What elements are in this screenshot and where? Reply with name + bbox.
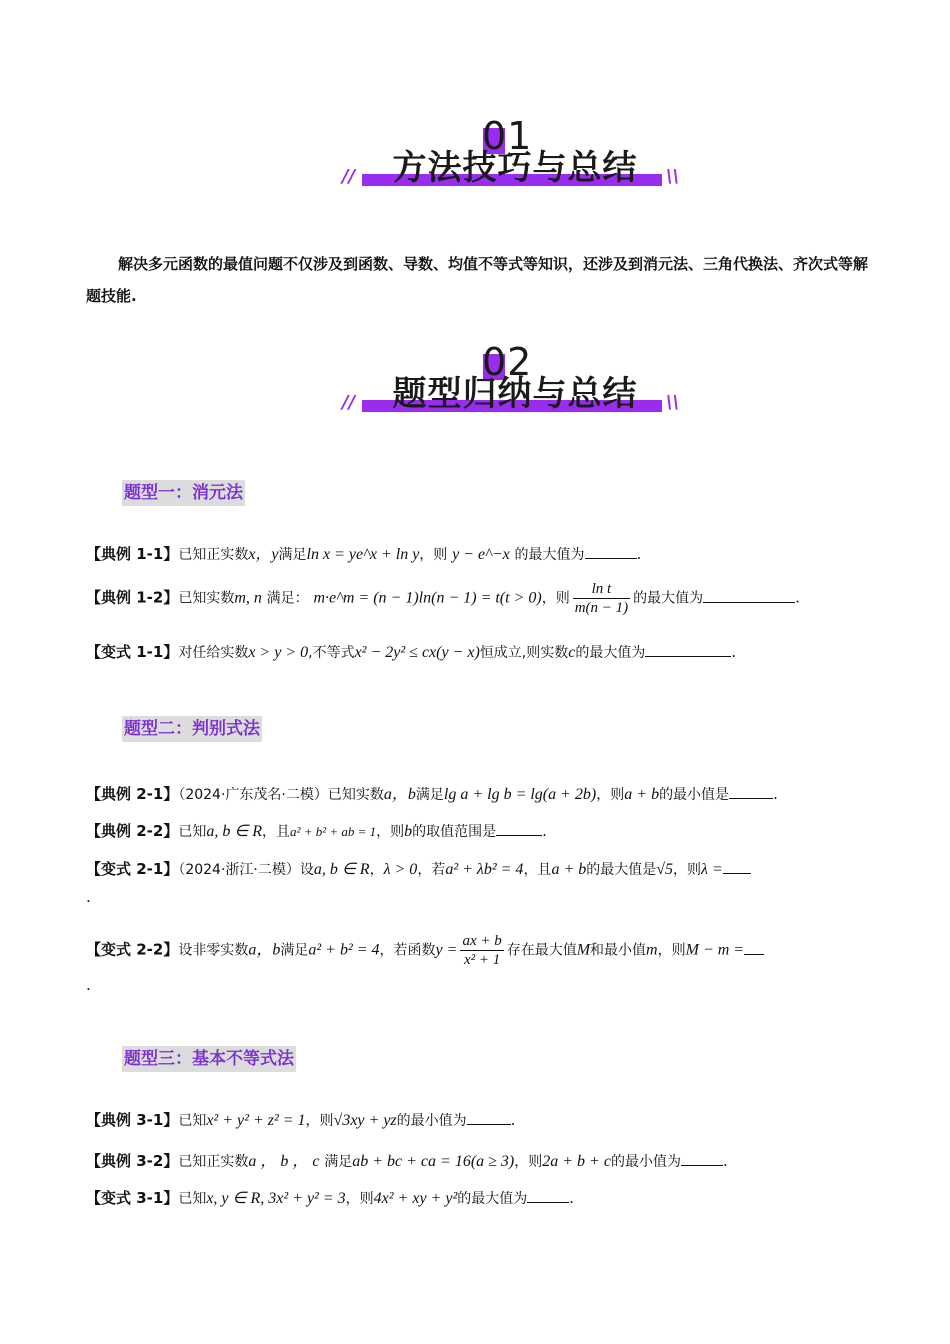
slash-decoration-right: \\ bbox=[666, 166, 680, 187]
question-type-heading: 题型三：基本不等式法 bbox=[122, 1046, 296, 1072]
section-title: 方法技巧与总结 bbox=[392, 148, 638, 188]
problem-tag: 【变式 2-2】 bbox=[86, 940, 179, 959]
math-expression: lg a + lg b = lg(a + 2b) bbox=[443, 786, 597, 803]
section-banner-02 bbox=[330, 340, 690, 454]
answer-blank[interactable] bbox=[496, 821, 542, 836]
problem-tag: 【变式 1-1】 bbox=[86, 643, 179, 661]
problem-tag: 【典例 2-2】 bbox=[86, 822, 179, 840]
math-expression: a² + b² = 4 bbox=[308, 941, 380, 959]
question-type-heading: 题型二：判别式法 bbox=[122, 716, 262, 742]
problem-tag: 【典例 3-1】 bbox=[86, 1111, 179, 1129]
problem-tag: 【变式 3-1】 bbox=[86, 1189, 179, 1207]
variant-2-2: 【变式 2-2】设非零实数a，b满足a² + b² = 4，若函数y = $\frac{ax + b}{\text{x² + 1}}$ 存在最大值M和最小值m，则M − m = bbox=[86, 932, 876, 969]
math-expression: ab + bc + ca = 16(a ≥ 3) bbox=[352, 1153, 515, 1170]
math-expression: λ > 0 bbox=[383, 861, 418, 878]
section-number: 02 bbox=[482, 340, 533, 384]
math-expression: x, y ∈ R, 3x² + y² = 3 bbox=[206, 1190, 346, 1207]
math-expression: y = bbox=[435, 941, 458, 959]
math-expression: 4x² + xy + y² bbox=[373, 1190, 458, 1207]
math-expression: M − m = bbox=[685, 941, 745, 959]
problem-1-2: 【典例 1-2】已知实数m, n 满足： m·e^m = (n − 1)ln(n − 1) = t(t > 0)，则 $\frac{\text{ln t}}{m(n - 1)}$ 的最大值为 . bbox=[86, 581, 800, 616]
answer-blank[interactable] bbox=[703, 588, 795, 603]
math-expression: √3xy + yz bbox=[333, 1112, 397, 1129]
slash-decoration-left: // bbox=[342, 392, 356, 413]
math-expression: x² + y² + z² = 1 bbox=[206, 1112, 306, 1129]
answer-blank[interactable] bbox=[723, 859, 751, 874]
problem-tag: 【典例 2-1】 bbox=[86, 785, 179, 803]
variant-1-1: 【变式 1-1】对任给实数x > y > 0,不等式x² − 2y² ≤ cx(y − x)恒成立,则实数c的最大值为 . bbox=[86, 643, 737, 661]
section-title: 题型归纳与总结 bbox=[392, 374, 638, 414]
section-banner-01 bbox=[330, 114, 690, 228]
math-expression: y − e^−x bbox=[452, 546, 510, 563]
problem-2-2: 【典例 2-2】已知a, b ∈ R，且a² + b² + ab = 1，则b的取值范围是 . bbox=[86, 822, 547, 840]
slash-decoration-left: // bbox=[342, 166, 356, 187]
line-end-period: . bbox=[86, 888, 91, 906]
math-expression: λ = bbox=[701, 861, 723, 878]
math-expression: a² + λb² = 4 bbox=[445, 861, 524, 878]
question-type-heading: 题型一：消元法 bbox=[122, 480, 245, 506]
variant-3-1: 【变式 3-1】已知x, y ∈ R, 3x² + y² = 3，则4x² + xy + y²的最大值为 . bbox=[86, 1189, 575, 1207]
math-expression: a + b bbox=[624, 786, 660, 803]
math-expression: m·e^m = (n − 1)ln(n − 1) = t(t > 0) bbox=[313, 589, 542, 607]
math-expression: a² + b² + ab = 1 bbox=[290, 824, 377, 839]
fraction: $\frac{ax + b}{\text{x² + 1}}$ bbox=[462, 933, 502, 968]
problem-tag: 【典例 1-2】 bbox=[86, 588, 179, 607]
intro-paragraph bbox=[86, 248, 876, 312]
problem-1-1: 【典例 1-1】已知正实数x，y满足ln x = ye^x + ln y，则 y − e^−x 的最大值为 . bbox=[86, 545, 642, 563]
math-expression: ln x = ye^x + ln y bbox=[306, 546, 420, 563]
section-number: 01 bbox=[482, 114, 533, 158]
problem-tag: 【典例 1-1】 bbox=[86, 545, 179, 563]
answer-blank[interactable] bbox=[744, 940, 764, 955]
problem-tag: 【变式 2-1】 bbox=[86, 860, 179, 878]
line-end-period: . bbox=[86, 976, 91, 994]
math-expression: x² − 2y² ≤ cx(y − x) bbox=[354, 644, 480, 661]
math-expression: a, b ∈ R bbox=[313, 861, 370, 878]
problem-3-1: 【典例 3-1】已知x² + y² + z² = 1，则√3xy + yz的最小值为 . bbox=[86, 1111, 516, 1129]
answer-blank[interactable] bbox=[681, 1151, 723, 1166]
fraction: $\frac{\text{ln t}}{m(n - 1)}$ bbox=[574, 581, 629, 616]
problem-tag: 【典例 3-2】 bbox=[86, 1152, 179, 1170]
math-expression: a, b ∈ R bbox=[206, 823, 263, 840]
math-expression: x > y > 0 bbox=[248, 644, 309, 661]
variant-2-1: 【变式 2-1】（2024·浙江·二模）设a, b ∈ R，λ > 0，若a² + λb² = 4，且a + b的最大值是√5，则λ = bbox=[86, 858, 876, 879]
intro-text: 解决多元函数的最值问题不仅涉及到函数、导数、均值不等式等知识，还涉及到消元法、三角代换法、齐次式等解题技能. bbox=[86, 255, 869, 305]
problem-3-2: 【典例 3-2】已知正实数a ， b ， c 满足ab + bc + ca = 16(a ≥ 3)，则2a + b + c的最小值为 . bbox=[86, 1152, 728, 1170]
problem-2-1: 【典例 2-1】（2024·广东茂名·二模）已知实数a，b满足lg a + lg b = lg(a + 2b)，则a + b的最小值是 . bbox=[86, 785, 778, 803]
slash-decoration-right: \\ bbox=[666, 392, 680, 413]
math-expression: a + b bbox=[551, 861, 587, 878]
math-expression: √5 bbox=[656, 861, 674, 878]
answer-blank[interactable] bbox=[467, 1110, 511, 1125]
answer-blank[interactable] bbox=[729, 784, 773, 799]
answer-blank[interactable] bbox=[585, 544, 637, 559]
answer-blank[interactable] bbox=[645, 642, 731, 657]
answer-blank[interactable] bbox=[527, 1188, 569, 1203]
math-expression: 2a + b + c bbox=[542, 1153, 611, 1170]
